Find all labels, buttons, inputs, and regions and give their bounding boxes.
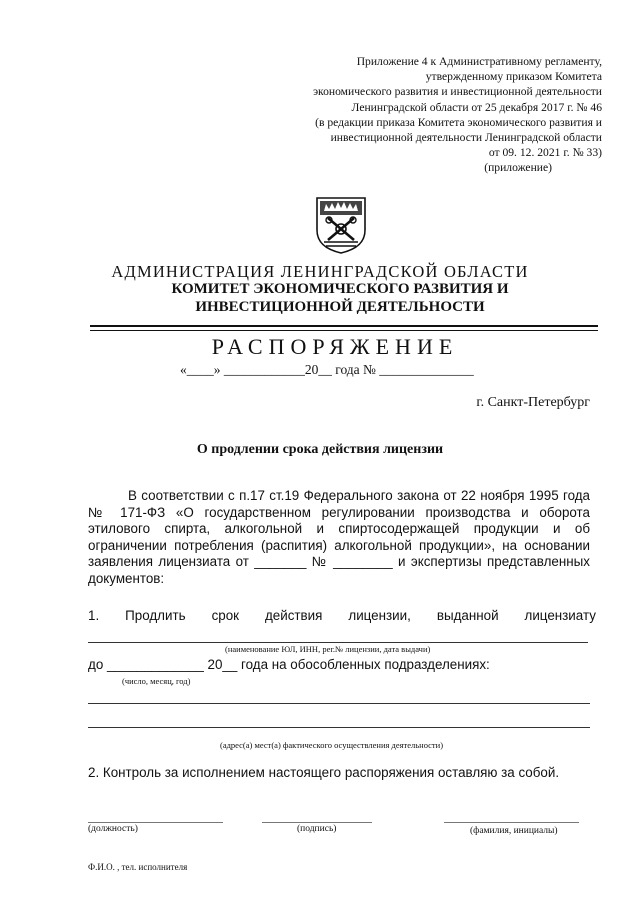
appendix-line: Приложение 4 к Административному регламенту, [356, 55, 602, 68]
point1-word: действия [264, 608, 323, 623]
header-rule-thick [90, 325, 598, 327]
point1-word: лицензиату [524, 608, 596, 623]
appendix-line: (в редакции приказа Комитета экономического развития и [315, 115, 602, 129]
coat-of-arms-icon [314, 196, 368, 254]
point1-word: Продлить [125, 608, 186, 623]
point1-word: срок [211, 608, 240, 623]
document-type: РАСПОРЯЖЕНИЕ [211, 334, 459, 359]
appendix-line: Ленинградской области от 25 декабря 2017 г. № 46 [351, 100, 602, 114]
sign-label: (подпись) [297, 824, 337, 834]
sign-blank-line [262, 822, 372, 823]
address-blank-line-1 [88, 703, 590, 704]
appendix-line: инвестиционной деятельности Ленинградской области [330, 131, 602, 145]
appendix-note [250, 54, 602, 176]
point1-line [88, 608, 596, 623]
executor-note: Ф.И.О. , тел. исполнителя [88, 862, 188, 872]
point1-word: лицензии, [348, 608, 411, 623]
licensee-hint: (наименование ЮЛ, ИНН, рег.№ лицензии, дата выдачи) [225, 644, 431, 654]
org-name-line1: АДМИНИСТРАЦИЯ ЛЕНИНГРАДСКОЙ ОБЛАСТИ [111, 262, 529, 281]
appendix-line: экономического развития и инвестиционной деятельности [313, 85, 602, 99]
position-blank-line [88, 822, 223, 823]
preamble-text: В соответствии с п.17 ст.19 Федерального закона от 22 ноября 1995 года № 171-ФЗ «О государственном регулировании производства и оборота этилового спирта, алкогольной и спиртосодержащей продукции и об ограничении потребления (распития) алкогольной продукции», на основании заявления лицензиата от _______ № ________ и экспертизы представленных документов: [88, 488, 590, 586]
point2-text: 2. Контроль за исполнением настоящего распоряжения оставляю за собой. [88, 765, 560, 780]
point1-word: выданной [436, 608, 499, 623]
address-hint: (адрес(а) мест(а) фактического осуществления деятельности) [220, 740, 444, 750]
appendix-line: (приложение) [484, 161, 552, 175]
header-rule-thin [90, 330, 598, 331]
org-name-line3: ИНВЕСТИЦИОННОЙ ДЕЯТЕЛЬНОСТИ [195, 299, 485, 315]
point1-word: 1. [88, 608, 100, 623]
city: г. Санкт-Петербург [476, 395, 590, 410]
until-line: до _____________ 20__ года на обособленных подразделениях: [88, 657, 490, 672]
name-label: (фамилия, инициалы) [470, 826, 558, 836]
address-blank-line-2 [88, 727, 590, 728]
document-heading: О продлении срока действия лицензии [196, 442, 444, 457]
name-blank-line [444, 822, 579, 823]
org-name-line2: КОМИТЕТ ЭКОНОМИЧЕСКОГО РАЗВИТИЯ И [171, 281, 509, 297]
date-hint: (число, месяц, год) [122, 676, 191, 686]
licensee-blank-line [88, 642, 588, 643]
appendix-line: от 09. 12. 2021 г. № 33) [488, 146, 602, 160]
preamble-paragraph [88, 488, 590, 588]
date-number-line: «____» ____________20__ года № ______________ [180, 362, 474, 377]
position-label: (должность) [88, 824, 138, 834]
appendix-line: утвержденному приказом Комитета [425, 70, 602, 84]
